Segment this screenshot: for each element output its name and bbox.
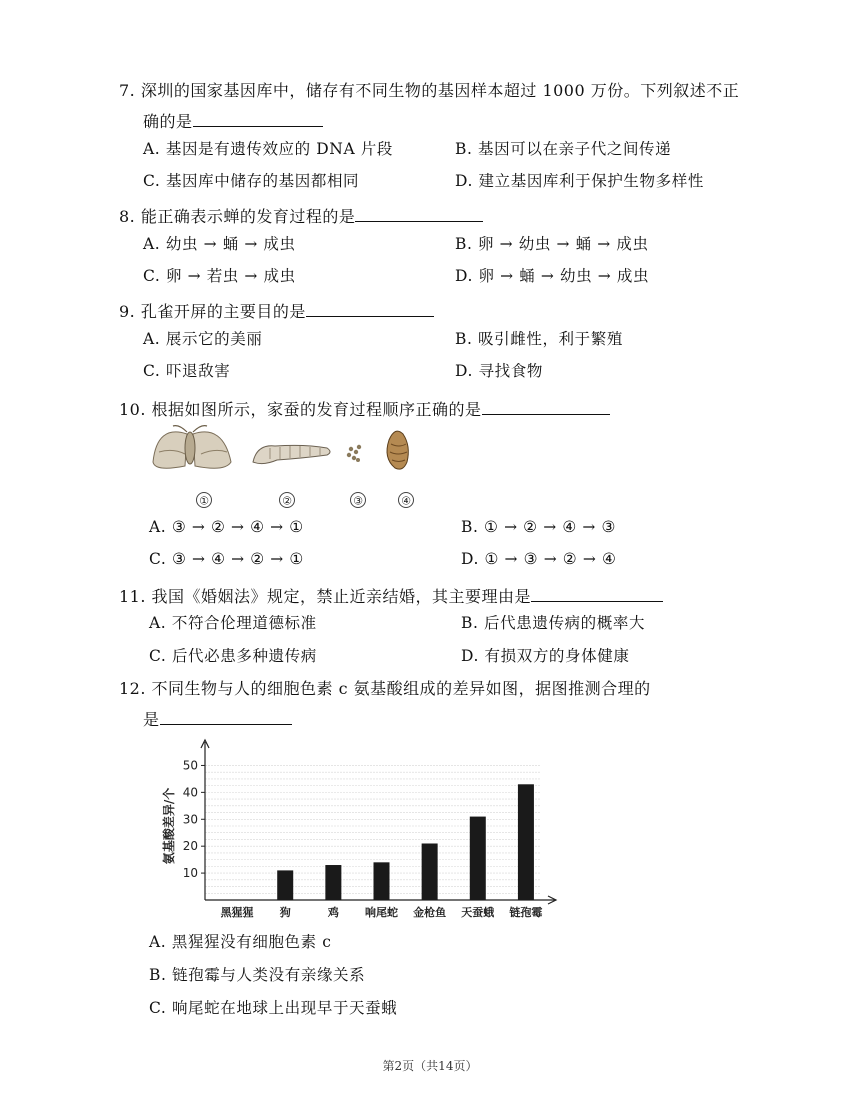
q7-option-c: C. 基因库中储存的基因都相同 xyxy=(143,172,360,190)
q9-stem xyxy=(119,298,434,323)
question-stem: 不同生物与人的细胞色素 c 氨基酸组成的差异如图，据图推测合理的 xyxy=(151,679,651,698)
q12-option-c: C. 响尾蛇在地球上出现早于天蚕蛾 xyxy=(149,999,398,1017)
bar-狗 xyxy=(277,870,293,900)
silkworm-stages-figure xyxy=(145,422,435,514)
question-number: 12. xyxy=(119,679,146,698)
q12-option-a: A. 黑猩猩没有细胞色素 c xyxy=(149,933,332,951)
y-tick-label: 40 xyxy=(182,785,198,800)
q8-option-a: A. 幼虫 → 蛹 → 成虫 xyxy=(143,235,296,253)
x-tick-label: 金枪鱼 xyxy=(413,906,447,919)
y-tick-label: 50 xyxy=(182,758,198,773)
q11-option-a: A. 不符合伦理道德标准 xyxy=(149,614,317,632)
chart-x-tick-labels xyxy=(221,905,543,919)
bar-鸡 xyxy=(325,865,341,900)
figure-label-1: ① xyxy=(199,494,209,508)
question-stem: 深圳的国家基因库中，储存有不同生物的基因样本超过 1000 万份。下列叙述不正 xyxy=(140,81,740,100)
q12-stem-line2 xyxy=(143,706,292,731)
question-stem-cont: 是 xyxy=(143,710,160,729)
moth-image xyxy=(153,426,231,469)
x-tick-label: 狗 xyxy=(279,906,291,919)
q9-option-a: A. 展示它的美丽 xyxy=(143,330,263,348)
x-tick-label: 响尾蛇 xyxy=(365,906,398,919)
q10-stem xyxy=(119,396,610,421)
chart-bars xyxy=(277,784,534,900)
q12-stem-line1 xyxy=(119,678,651,700)
question-stem: 根据如图所示，家蚕的发育过程顺序正确的是 xyxy=(151,400,482,419)
answer-blank[interactable] xyxy=(160,706,292,725)
question-number: 10. xyxy=(119,400,146,419)
question-number: 11. xyxy=(119,587,146,606)
question-number: 7. xyxy=(119,81,136,100)
bar-链孢霉 xyxy=(518,784,534,900)
amino-acid-difference-chart xyxy=(155,738,575,928)
q9-option-d: D. 寻找食物 xyxy=(455,362,543,380)
question-stem: 能正确表示蝉的发育过程的是 xyxy=(140,207,356,226)
q11-option-d: D. 有损双方的身体健康 xyxy=(461,647,630,665)
chart-grid xyxy=(205,765,540,893)
answer-blank[interactable] xyxy=(531,583,663,602)
question-stem-cont: 确的是 xyxy=(143,112,193,131)
q10-option-d: D. ① → ③ → ② → ④ xyxy=(461,550,617,568)
q10-option-a: A. ③ → ② → ④ → ① xyxy=(149,518,304,536)
q8-option-c: C. 卵 → 若虫 → 成虫 xyxy=(143,267,296,285)
q7-option-d: D. 建立基因库利于保护生物多样性 xyxy=(455,172,704,190)
x-tick-label: 鸡 xyxy=(327,906,339,919)
q7-stem-line2 xyxy=(143,108,323,133)
q11-option-c: C. 后代必患多种遗传病 xyxy=(149,647,317,665)
q10-option-b: B. ① → ② → ④ → ③ xyxy=(461,518,616,536)
pupa-image xyxy=(387,431,408,469)
q8-option-b: B. 卵 → 幼虫 → 蛹 → 成虫 xyxy=(455,235,649,253)
x-tick-label: 黑猩猩 xyxy=(220,906,254,919)
answer-blank[interactable] xyxy=(193,108,323,127)
x-tick-label: 链孢霉 xyxy=(509,906,543,919)
q11-option-b: B. 后代患遗传病的概率大 xyxy=(461,614,646,632)
q8-stem xyxy=(119,203,483,228)
eggs-image xyxy=(347,445,361,462)
figure-label-3: ③ xyxy=(353,494,363,508)
answer-blank[interactable] xyxy=(306,298,434,317)
q10-option-c: C. ③ → ④ → ② → ① xyxy=(149,550,304,568)
q8-option-d: D. 卵 → 蛹 → 幼虫 → 成虫 xyxy=(455,267,650,285)
bar-金枪鱼 xyxy=(422,843,438,900)
bar-响尾蛇 xyxy=(374,862,390,900)
question-stem: 孔雀开屏的主要目的是 xyxy=(140,302,306,321)
question-number: 8. xyxy=(119,207,136,226)
x-tick-label: 天蚕蛾 xyxy=(461,906,495,919)
page-footer: 第2页（共14页） xyxy=(382,1059,478,1073)
figure-label-4: ④ xyxy=(401,494,411,508)
q7-option-a: A. 基因是有遗传效应的 DNA 片段 xyxy=(143,140,393,158)
q9-option-c: C. 吓退敌害 xyxy=(143,362,231,380)
q11-stem xyxy=(119,583,663,608)
y-tick-label: 20 xyxy=(182,839,198,854)
q12-option-b: B. 链孢霉与人类没有亲缘关系 xyxy=(149,966,366,984)
larva-image xyxy=(253,445,330,463)
figure-label-2: ② xyxy=(282,494,292,508)
y-tick-label: 30 xyxy=(182,812,198,827)
chart-y-tick-labels xyxy=(183,758,205,880)
chart-y-axis-label: 氨基酸差异/个 xyxy=(162,787,176,865)
q7-stem-line1 xyxy=(119,80,739,102)
question-number: 9. xyxy=(119,302,136,321)
answer-blank[interactable] xyxy=(355,203,483,222)
bar-天蚕蛾 xyxy=(470,817,486,900)
answer-blank[interactable] xyxy=(482,396,610,415)
y-tick-label: 10 xyxy=(182,866,198,881)
question-stem: 我国《婚姻法》规定，禁止近亲结婚，其主要理由是 xyxy=(151,587,532,606)
q7-option-b: B. 基因可以在亲子代之间传递 xyxy=(455,140,672,158)
q9-option-b: B. 吸引雌性，利于繁殖 xyxy=(455,330,623,348)
